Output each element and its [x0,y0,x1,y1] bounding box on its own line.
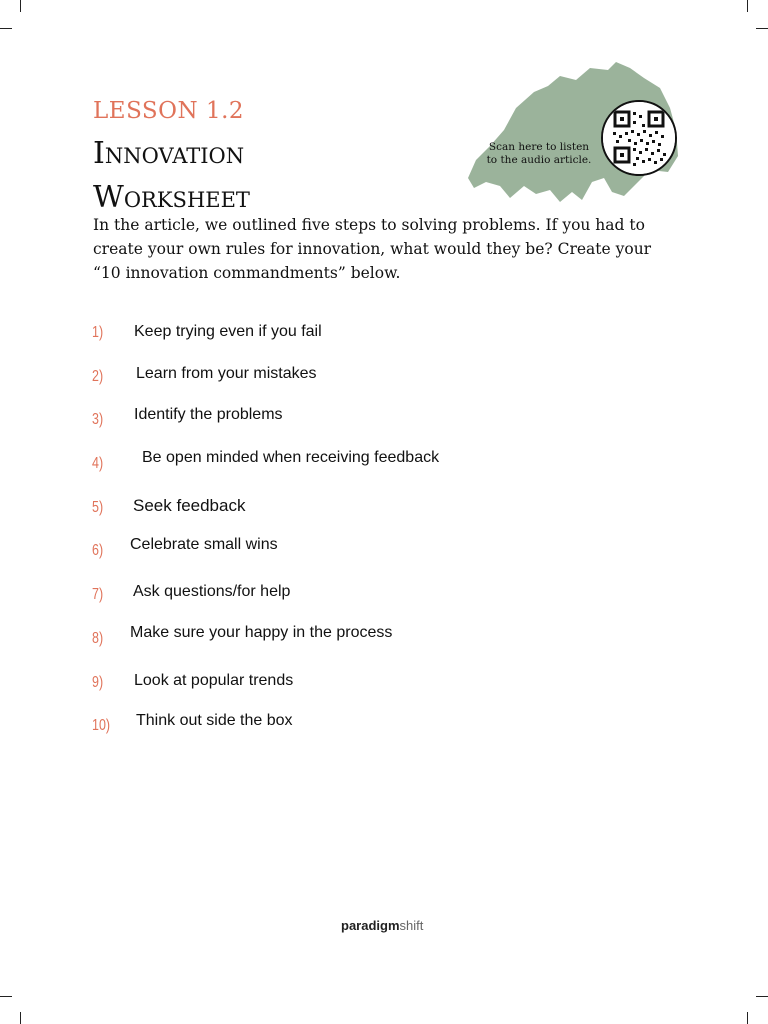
item-number: 3) [92,411,104,429]
answer-text: Think out side the box [136,712,293,730]
answer-text: Learn from your mistakes [136,364,317,382]
crop-mark [20,0,21,12]
list-item [92,668,652,712]
title-line: Innovation [93,136,245,171]
list-item [92,536,652,580]
crop-mark [756,996,768,997]
item-number: 6) [92,542,104,560]
brand-bold: paradigm [341,918,400,933]
item-number: 7) [92,586,104,604]
answer-text: Be open minded when receiving feedback [142,449,440,467]
list-item [92,580,652,624]
item-number: 5) [92,498,104,516]
lesson-label: LESSON 1.2 [93,98,245,124]
item-number: 2) [92,367,104,385]
list-item [92,711,652,755]
crop-mark [747,1012,748,1024]
item-number: 1) [92,324,104,341]
crop-mark [20,1012,21,1024]
crop-mark [747,0,748,12]
qr-code-icon [603,102,675,174]
commandments-list [92,318,652,755]
qr-code[interactable] [601,100,677,176]
list-item [92,624,652,668]
caption-line: Scan here to listen [488,141,590,153]
brand-light: shift [399,918,424,933]
answer-text: Make sure your happy in the process [130,623,393,641]
caption-line: to the audio article. [486,154,592,166]
page-title [93,132,393,220]
item-number: 10) [92,717,111,735]
crop-mark [0,28,12,29]
answer-text: Seek feedback [133,495,246,515]
answer-text: Ask questions/for help [133,583,291,601]
brand-logo [341,918,423,933]
list-item [92,493,652,537]
crop-mark [0,996,12,997]
list-item [92,405,652,449]
instructions-text: In the article, we outlined five steps to solving problems. If you had to create your own rules for innovation, what would they be? Create your “10 innovation commandments” below. [93,216,652,282]
answer-text: Keep trying even if you fail [134,323,322,340]
audio-caption [478,141,600,167]
answer-text: Identify the problems [134,406,283,424]
list-item [92,449,652,493]
list-item [92,362,652,406]
item-number: 4) [92,455,104,473]
list-item [92,318,652,362]
item-number: 9) [92,673,104,691]
crop-mark [756,28,768,29]
answer-text: Celebrate small wins [130,536,278,554]
item-number: 8) [92,629,104,647]
answer-text: Look at popular trends [134,671,294,689]
title-line: Worksheet [93,180,250,215]
